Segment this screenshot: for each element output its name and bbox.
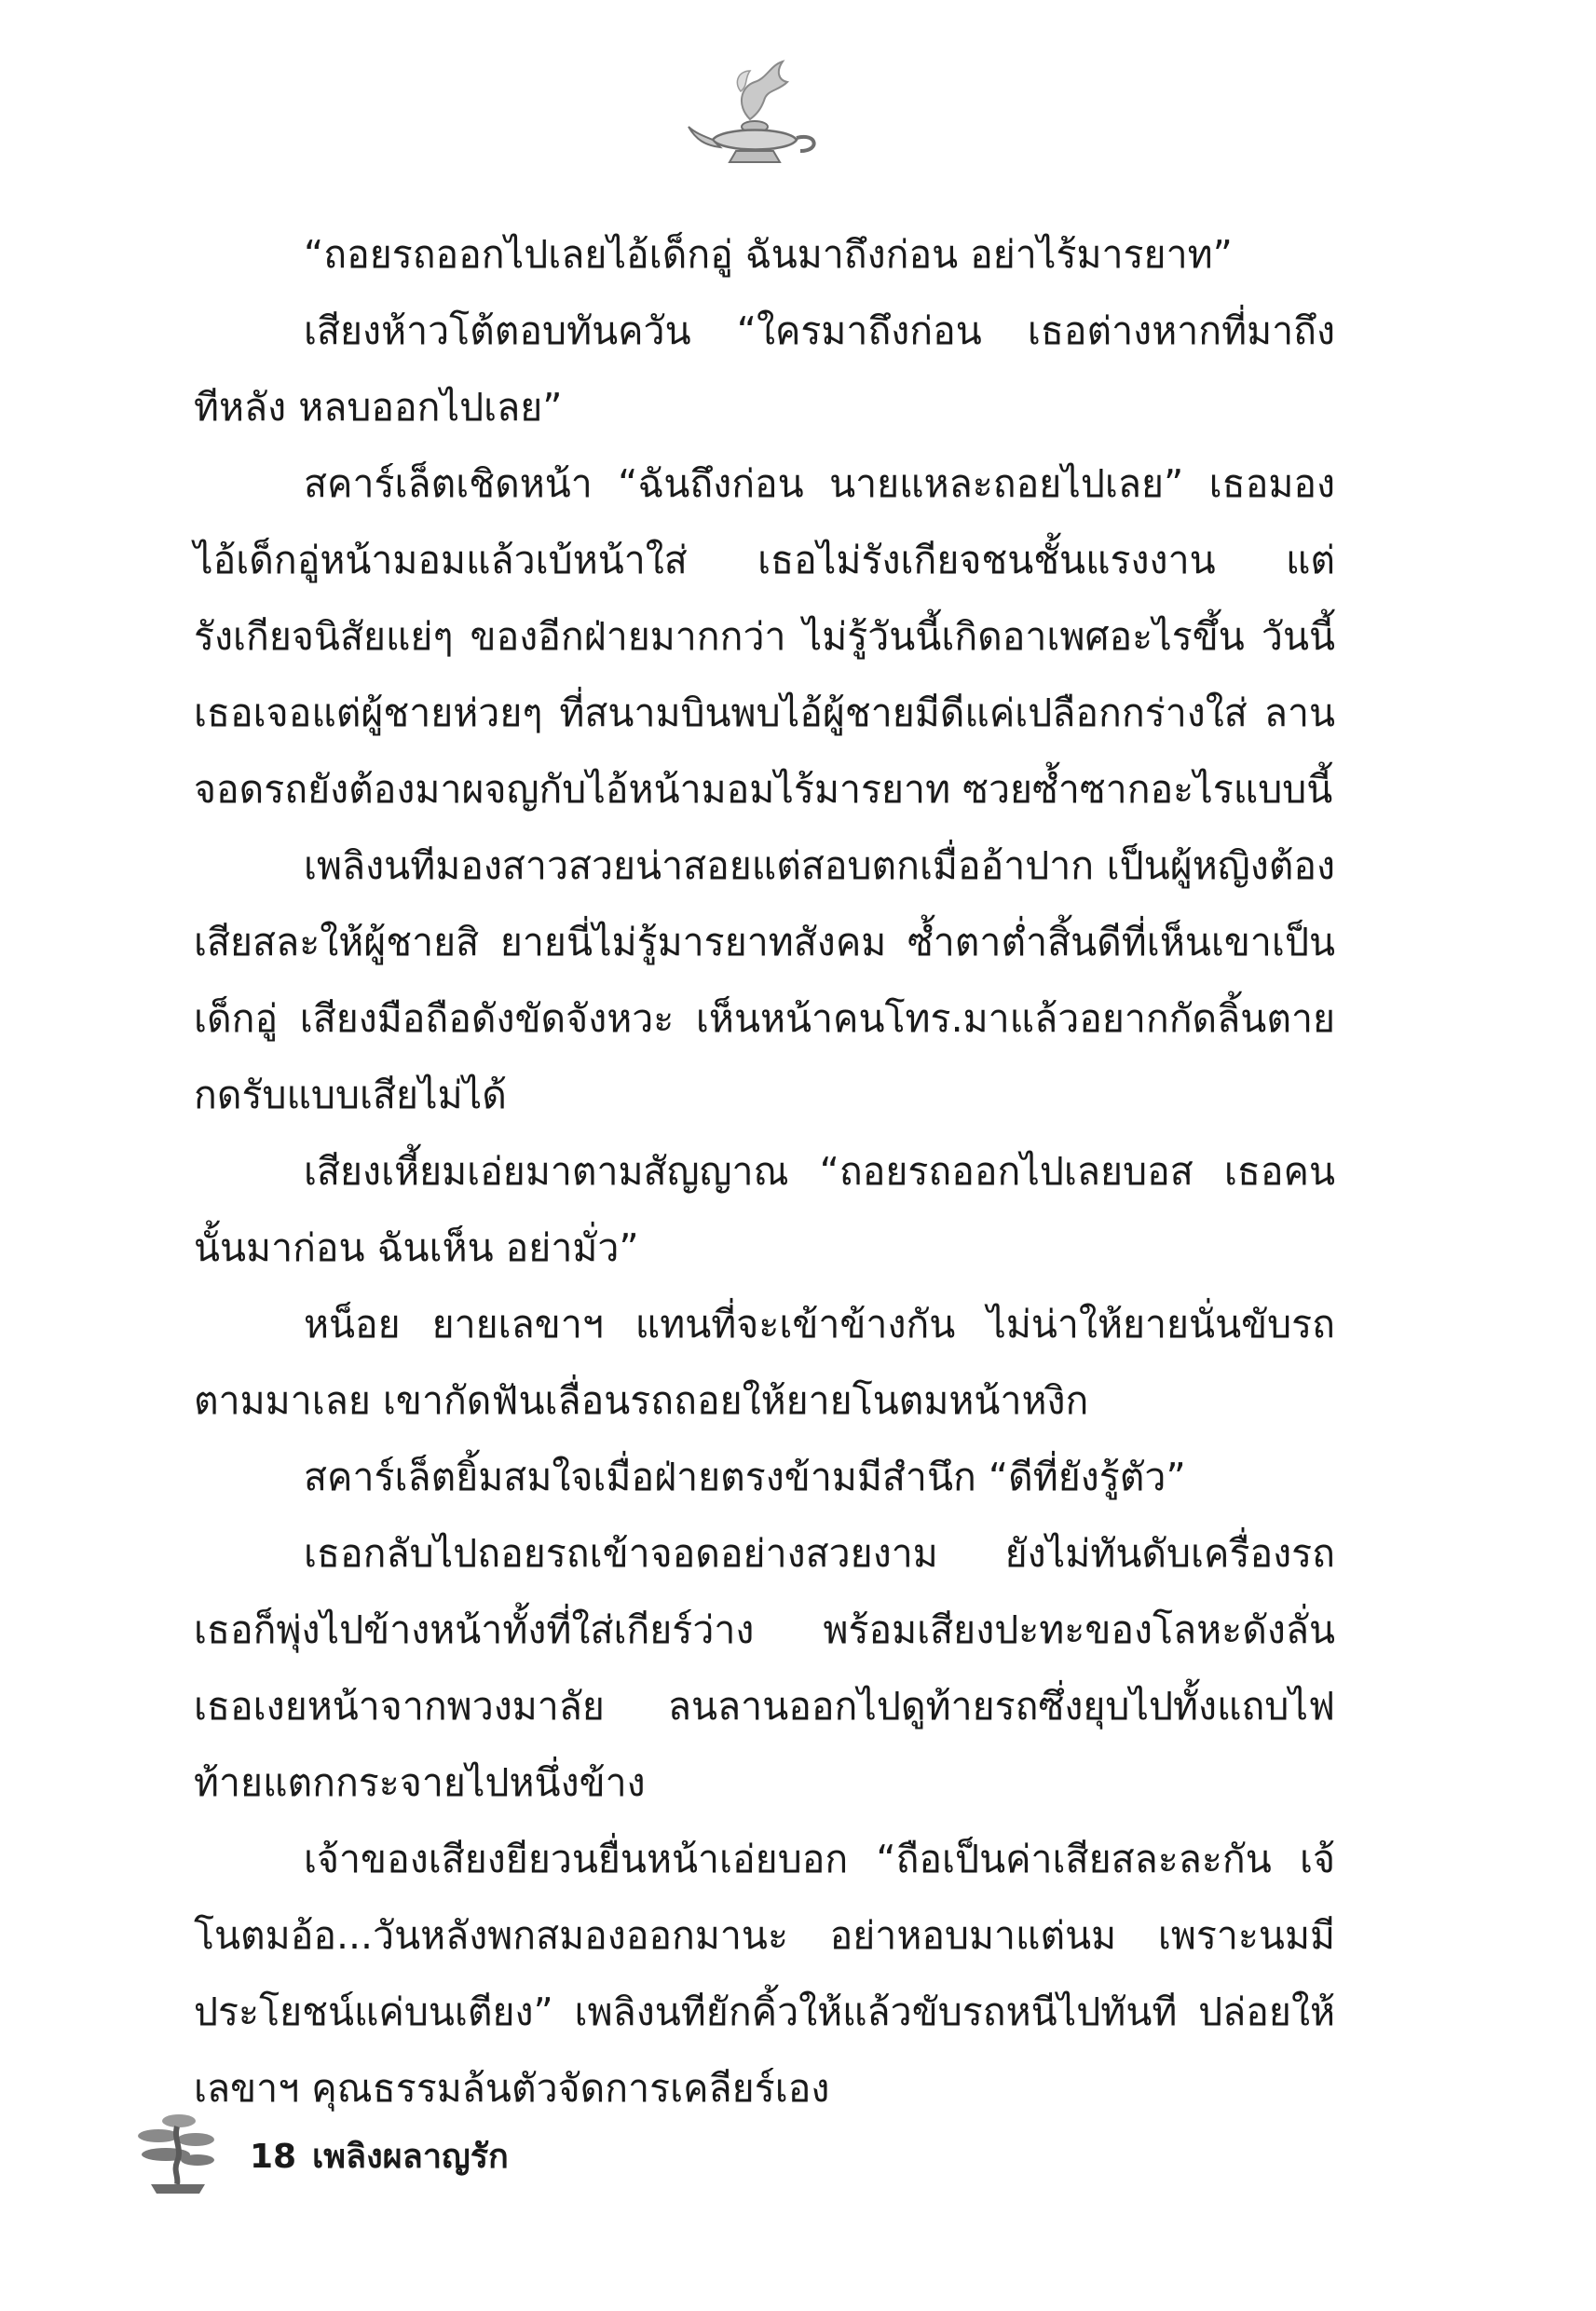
paragraph: เสียงห้าวโต้ตอบทันควัน “ใครมาถึงก่อน เธอต่างหากที่มาถึงทีหลัง หลบออกไปเลย” xyxy=(194,308,1335,430)
page-footer xyxy=(130,2108,783,2210)
paragraph: เธอกลับไปถอยรถเข้าจอดอย่างสวยงาม ยังไม่ทันดับเครื่องรถเธอก็พุ่งไปข้างหน้าทั้งที่ใส่เกียร์ว่าง พร้อมเสียงปะทะของโลหะดังลั่น เธอเงยหน้าจากพวงมาลัย ลนลานออกไปดูท้ายรถซึ่งยุบไปทั้งแถบไฟท้ายแตกกระจายไปหนึ่งข้าง xyxy=(194,1531,1335,1805)
paragraph: “ถอยรถออกไปเลยไอ้เด็กอู่ ฉันมาถึงก่อน อย่าไร้มารยาท” xyxy=(304,232,1233,277)
paragraph: สคาร์เล็ตยิ้มสมใจเมื่อฝ่ายตรงข้ามมีสำนึก “ดีที่ยังรู้ตัว” xyxy=(304,1455,1186,1499)
genie-lamp-icon xyxy=(685,54,825,175)
paragraph: เจ้าของเสียงยียวนยื่นหน้าเอ่ยบอก “ถือเป็นค่าเสียสละละกัน เจ้โนตมอ้อ...วันหลังพกสมองออกมานะ อย่าหอบมาแต่นม เพราะนมมีประโยชน์แค่บนเตียง” เพลิงนทียักคิ้วให้แล้วขับรถหนีไปทันที ปล่อยให้เลขาฯ คุณธรรมล้นตัวจัดการเคลียร์เอง xyxy=(194,1837,1335,2111)
body-text xyxy=(194,216,1335,2126)
book-title: เพลิงผลาญรัก xyxy=(312,2138,509,2176)
paragraph: สคาร์เล็ตเชิดหน้า “ฉันถึงก่อน นายแหละถอยไปเลย” เธอมองไอ้เด็กอู่หน้ามอมแล้วเบ้หน้าใส่ เธอไม่รังเกียจชนชั้นแรงงาน แต่รังเกียจนิสัยแย่ๆ ของอีกฝ่ายมากกว่า ไม่รู้วันนี้เกิดอาเพศอะไรขึ้น วันนี้เธอเจอแต่ผู้ชายห่วยๆ ที่สนามบินพบไอ้ผู้ชายมีดีแค่เปลือกกร่างใส่ ลานจอดรถยังต้องมาผจญกับไอ้หน้ามอมไร้มารยาท ซวยซ้ำซากอะไรแบบนี้ xyxy=(194,461,1335,812)
paragraph: เสียงเหี้ยมเอ่ยมาตามสัญญาณ “ถอยรถออกไปเลยบอส เธอคนนั้นมาก่อน ฉันเห็น อย่ามั่ว” xyxy=(194,1149,1335,1270)
bonsai-tree-icon xyxy=(130,2108,224,2196)
page-number: 18 xyxy=(250,2138,297,2176)
paragraph: หน็อย ยายเลขาฯ แทนที่จะเข้าข้างกัน ไม่น่าให้ยายนั่นขับรถตามมาเลย เขากัดฟันเลื่อนรถถอยให้ยายโนตมหน้าหงิก xyxy=(194,1302,1335,1423)
paragraph: เพลิงนทีมองสาวสวยน่าสอยแต่สอบตกเมื่ออ้าปาก เป็นผู้หญิงต้องเสียสละให้ผู้ชายสิ ยายนี่ไม่รู้มารยาทสังคม ซ้ำตาต่ำสิ้นดีที่เห็นเขาเป็นเด็กอู่ เสียงมือถือดังขัดจังหวะ เห็นหน้าคนโทร.มาแล้วอยากกัดลิ้นตาย กดรับแบบเสียไม่ได้ xyxy=(194,843,1335,1117)
